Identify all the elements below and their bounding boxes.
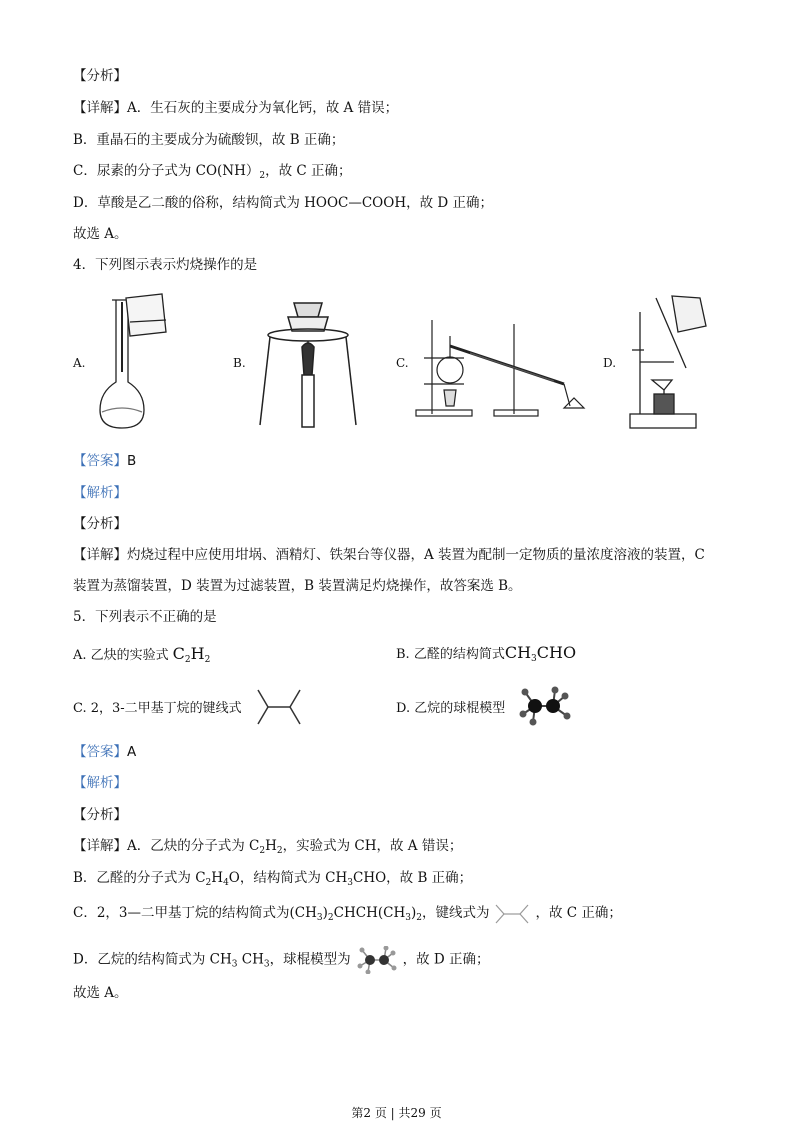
detail-4-line-1: 【详解】灼烧过程中应使用坩埚、酒精灯、铁架台等仪器，A 装置为配制一定物质的量浓度溶液的装置，C bbox=[73, 547, 705, 563]
q4-option-c-label: C. bbox=[396, 356, 409, 370]
detail-line-c: C．尿素的分子式为 $CO(NH)_2$，故 C 正确； bbox=[73, 163, 352, 181]
q4-option-d-label: D. bbox=[603, 356, 617, 370]
answer-5: 【答案】A bbox=[73, 744, 137, 760]
distillation-apparatus-figure bbox=[414, 318, 588, 420]
explanation-label-4: 【解析】 bbox=[73, 485, 127, 501]
q4-option-a-label: A. bbox=[73, 356, 86, 370]
filtration-setup-figure bbox=[626, 292, 718, 434]
detail-5-line-d: D．乙烷的结构简式为 $CH_3$ $CH_3$，球棍模型为 ，故 D 正确； bbox=[73, 946, 490, 974]
q5-option-c: C. 2，3-二甲基丁烷的键线式 bbox=[73, 701, 242, 716]
bond-line-inline-figure bbox=[495, 904, 529, 924]
analysis-label-5: 【分析】 bbox=[73, 807, 127, 823]
detail-5-line-b: B．乙醛的分子式为 $C_2H_4O$，结构简式为 $CH_3CHO$，故 B 正确； bbox=[73, 870, 473, 888]
explanation-label-5: 【解析】 bbox=[73, 775, 127, 791]
answer-4: 【答案】B bbox=[73, 453, 137, 469]
q5-option-d: D. 乙烷的球棍模型 bbox=[396, 701, 506, 716]
conclusion-line: 故选 A。 bbox=[73, 226, 128, 242]
detail-4-line-2: 装置为蒸馏装置，D 装置为过滤装置，B 装置满足灼烧操作，故答案选 B。 bbox=[73, 578, 522, 594]
analysis-label-4: 【分析】 bbox=[73, 516, 127, 532]
detail-5-line-a: 【详解】A．乙炔的分子式为 $C_2H_2$，实验式为 CH，故 A 错误； bbox=[73, 838, 463, 856]
q4-option-b-label: B. bbox=[233, 356, 246, 370]
q5-option-a: A. 乙炔的实验式 $C_2H_2$ bbox=[73, 644, 211, 665]
conclusion-5: 故选 A。 bbox=[73, 985, 128, 1001]
analysis-label: 【分析】 bbox=[73, 68, 127, 84]
bond-line-structure-figure bbox=[256, 688, 302, 726]
question-4: 4．下列图示表示灼烧操作的是 bbox=[73, 257, 258, 273]
volumetric-flask-figure bbox=[92, 292, 174, 434]
detail-line-d: D．草酸是乙二酸的俗称，结构简式为 HOOC—COOH，故 D 正确； bbox=[73, 195, 493, 211]
detail-line-a: 【详解】A．生石灰的主要成分为氧化钙，故 A 错误； bbox=[73, 100, 399, 116]
crucible-tripod-figure bbox=[258, 295, 358, 429]
ethane-ball-stick-model-figure bbox=[519, 684, 571, 728]
ethane-model-inline-figure bbox=[357, 946, 397, 974]
detail-5-line-c: C．2，3—二甲基丁烷的结构简式为$(CH_3)_2CHCH(CH_3)_2$，键线式为 ，故 C 正确； bbox=[73, 905, 622, 923]
page-footer: 第2 页 | 共29 页 bbox=[351, 1106, 442, 1120]
question-5: 5．下列表示不正确的是 bbox=[73, 609, 217, 625]
q5-option-b: B. 乙醛的结构简式$CH_3CHO$ bbox=[396, 643, 577, 664]
detail-line-b: B．重晶石的主要成分为硫酸钡，故 B 正确； bbox=[73, 132, 345, 148]
